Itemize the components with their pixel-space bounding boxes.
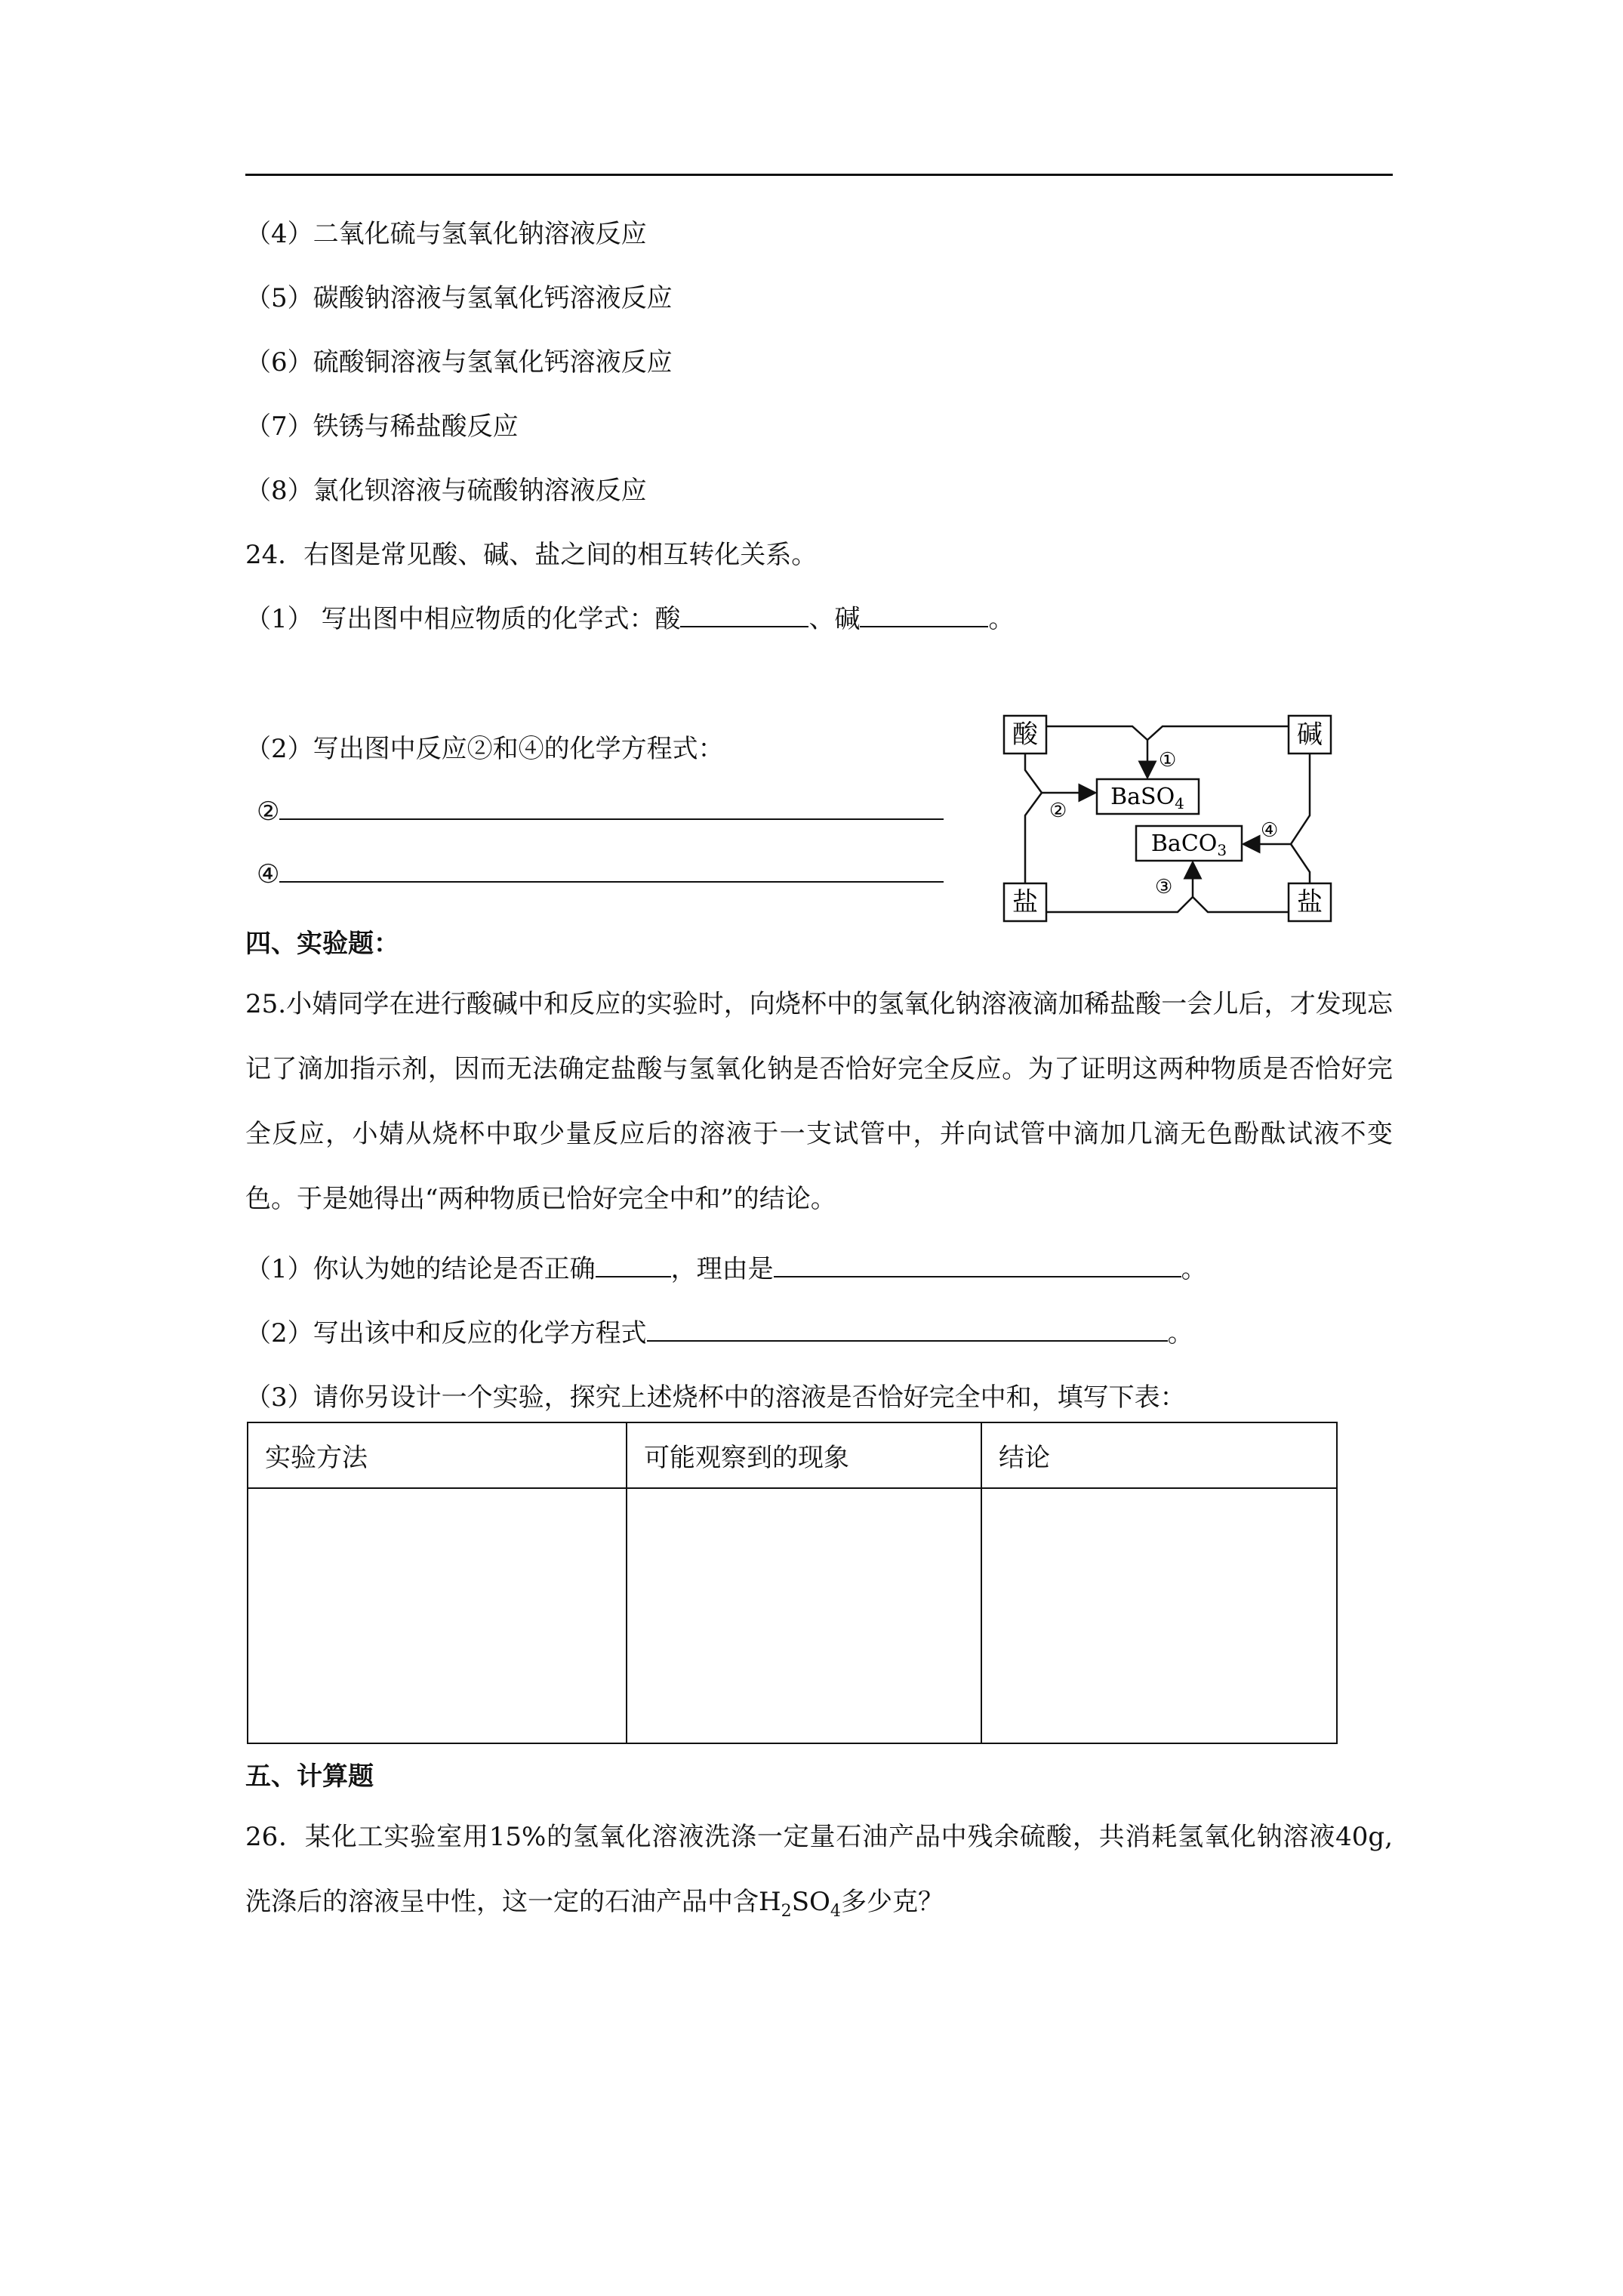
reaction-1-line [1046, 726, 1289, 740]
acid-formula-blank[interactable] [680, 600, 808, 627]
cell-method[interactable] [248, 1488, 627, 1743]
q24-part1-end: 。 [988, 604, 1015, 634]
item-7: （7）铁锈与稀盐酸反应 [245, 411, 519, 442]
reaction-3-line [1046, 897, 1289, 912]
cell-conclusion[interactable] [981, 1488, 1337, 1743]
header-phenomenon: 可能观察到的现象 [627, 1422, 981, 1488]
equation-4-label: ④ [257, 859, 280, 889]
baso4-label: BaSO$_4$ [1110, 784, 1184, 812]
q24-part1-mid: 、碱 [808, 604, 861, 634]
q25-stem: 25.小婧同学在进行酸碱中和反应的实验时，向烧杯中的氢氧化钠溶液滴加稀盐酸一会儿后，才发现忘记了滴加指示剂，因而无法确定盐酸与氢氧化钠是否恰好完全反应。为了证明这两种物质是否恰好完全反应，小婧从烧杯中取少量反应后的溶液于一支试管中，并向试管中滴加几滴无色酚酞试液不变色。于是她得出“两种物质已恰好完全中和”的结论。 [245, 989, 1393, 1214]
item-8: （8）氯化钡溶液与硫酸钠溶液反应 [245, 476, 647, 506]
q26-text [245, 1804, 1393, 1943]
baco3-label: BaCO$_3$ [1150, 831, 1227, 859]
table-row [248, 1488, 1337, 1743]
q25-part2 [245, 1312, 1193, 1349]
conclusion-correct-blank[interactable] [596, 1250, 671, 1277]
reaction-1-number: ① [1159, 749, 1177, 772]
q25-part2-prefix: （2）写出该中和反应的化学方程式 [245, 1318, 647, 1348]
equation-2-blank[interactable] [279, 793, 944, 820]
reaction-2-line [1025, 754, 1042, 883]
q26-text-b: 多少克？ [840, 1887, 944, 1917]
q24-part1 [245, 598, 1014, 635]
q24-part2: （2）写出图中反应②和④的化学方程式： [245, 734, 724, 764]
q24-stem: 24．右图是常见酸、碱、盐之间的相互转化关系。 [245, 540, 818, 570]
base-formula-blank[interactable] [860, 600, 988, 627]
reaction-4-number: ④ [1261, 819, 1279, 842]
acid-base-salt-diagram [996, 710, 1351, 929]
q25-part1-prefix: （1）你认为她的结论是否正确 [245, 1254, 596, 1284]
header-conclusion: 结论 [981, 1422, 1337, 1488]
reaction-4-line [1291, 754, 1310, 883]
reaction-3-number: ③ [1155, 876, 1173, 898]
base-label: 碱 [1297, 720, 1323, 750]
section-4-heading: 四、实验题： [245, 929, 399, 959]
item-5: （5）碳酸钠溶液与氢氧化钙溶液反应 [245, 283, 673, 313]
reaction-2-number: ② [1049, 800, 1067, 822]
experiment-table [247, 1422, 1338, 1744]
h2so4-formula: $H_2SO_4$ [759, 1887, 841, 1921]
reason-blank[interactable] [774, 1250, 1181, 1277]
q25-part3: （3）请你另设计一个实验，探究上述烧杯中的溶液是否恰好完全中和，填写下表： [245, 1382, 1186, 1413]
q26-text-a: 26．某化工实验室用15%的氢氧化溶液洗涤一定量石油产品中残余硫酸，共消耗氢氧化钠溶液40g,洗涤后的溶液呈中性，这一定的石油产品中含 [245, 1822, 1393, 1917]
q25-part1-end: 。 [1181, 1254, 1207, 1284]
header-method: 实验方法 [248, 1422, 627, 1488]
item-6: （6）硫酸铜溶液与氢氧化钙溶液反应 [245, 347, 673, 378]
q25-part2-end: 。 [1167, 1318, 1193, 1348]
q24-part1-prefix: （1） 写出图中相应物质的化学式：酸 [245, 604, 681, 634]
item-4: （4）二氧化硫与氢氧化钠溶液反应 [245, 219, 647, 249]
cell-phenomenon[interactable] [627, 1488, 981, 1743]
equation-2-line [257, 793, 944, 827]
salt-left-label: 盐 [1012, 887, 1038, 917]
acid-label: 酸 [1012, 720, 1038, 750]
q25-part1-mid: ，理由是 [670, 1254, 774, 1284]
section-5-heading: 五、计算题 [245, 1761, 374, 1792]
equation-2-label: ② [257, 797, 280, 827]
equation-4-blank[interactable] [279, 855, 944, 883]
table-header-row [248, 1422, 1337, 1488]
equation-4-line [257, 855, 944, 889]
neutralization-equation-blank[interactable] [647, 1314, 1168, 1342]
salt-right-label: 盐 [1297, 887, 1323, 917]
header-rule [245, 174, 1393, 176]
q25-part1 [245, 1248, 1207, 1285]
